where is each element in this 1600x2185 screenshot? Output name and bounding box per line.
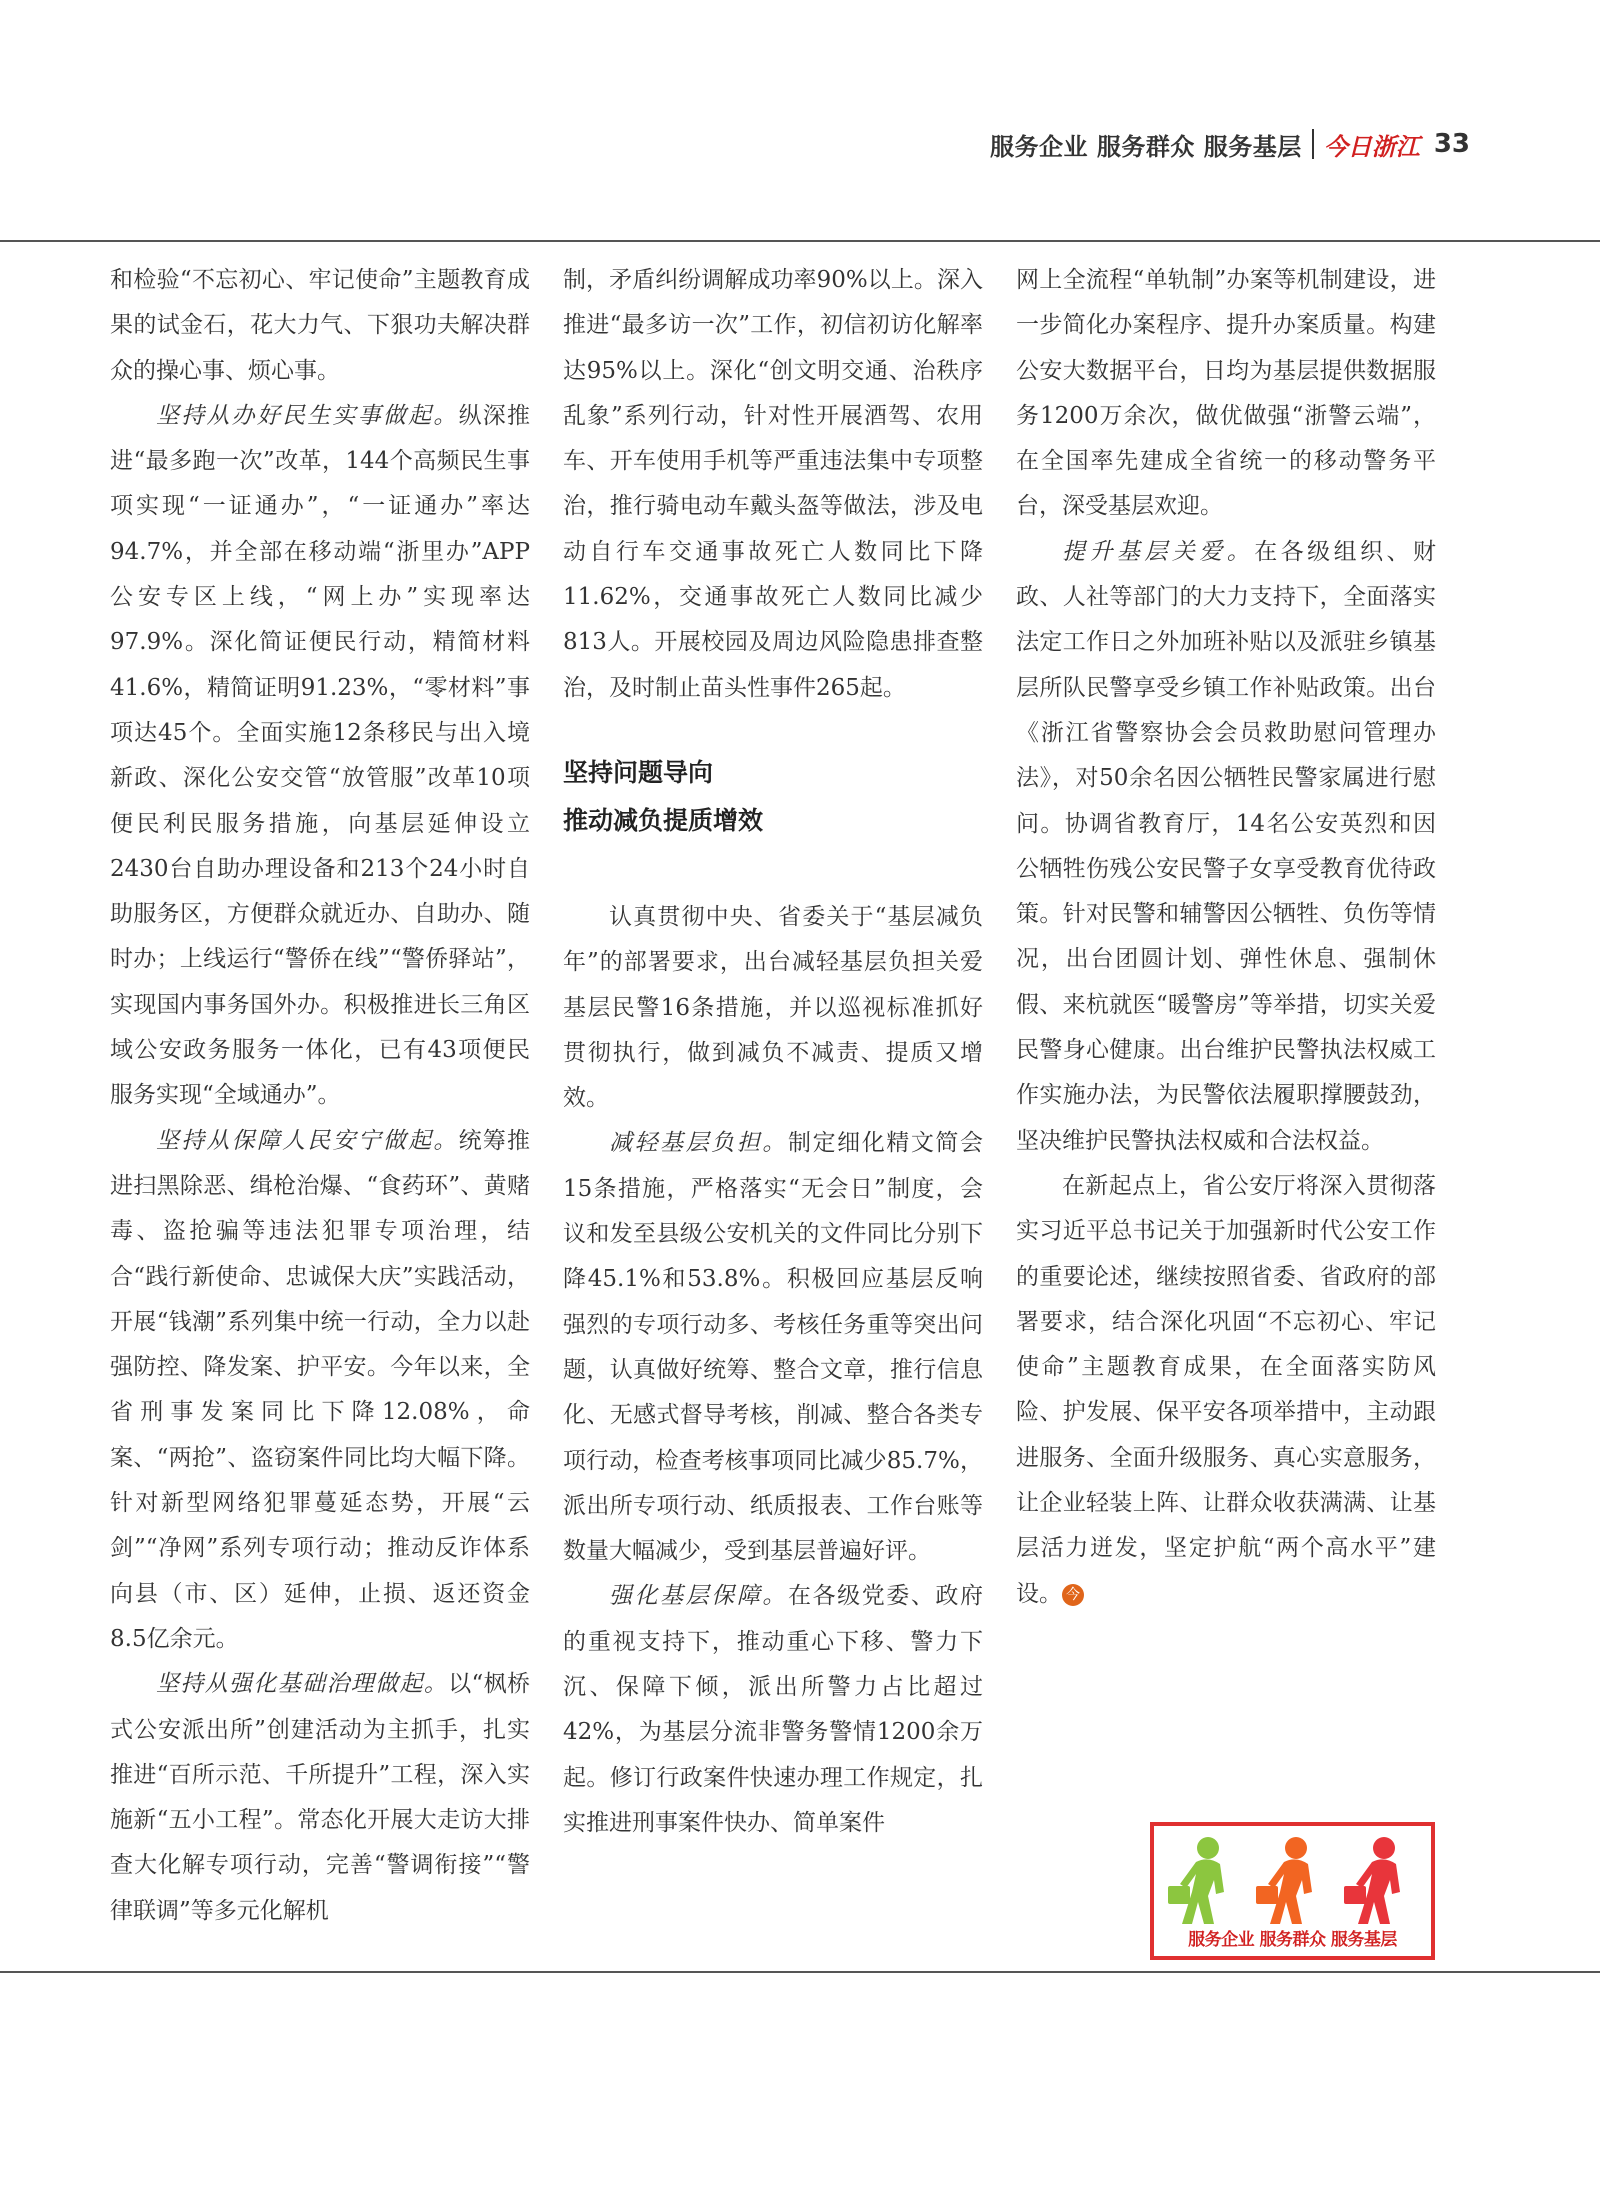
paragraph-lead: 提升基层关爱。 bbox=[1062, 538, 1255, 565]
paragraph: 网上全流程“单轨制”办案等机制建设，进一步简化办案程序、提升办案质量。构建公安大数据平台，日均为基层提供数据服务1200万余次，做优做强“浙警云端”，在全国率先建成全省统一的移动警务平台，深受基层欢迎。 bbox=[1016, 267, 1436, 520]
page-number: 33 bbox=[1433, 129, 1470, 159]
paragraph: 认真贯彻中央、省委关于“基层减负年”的部署要求，出台减轻基层负担关爱基层民警16条措施，并以巡视标准抓好贯彻执行，做到减负不减责、提质又增效。 bbox=[563, 903, 983, 1112]
paragraph: 坚持从保障人民安宁做起。统筹推进扫黑除恶、缉枪治爆、“食药环”、黄赌毒、盗抢骗等违法犯罪专项治理，结合“践行新使命、忠诚保大庆”实践活动，开展“钱潮”系列集中统一行动，全力以赴强防控、降发案、护平安。今年以来，全省刑事发案同比下降12.08%，命案、“两抢”、盗窃案件同比均大幅下降。针对新型网络犯罪蔓延态势，开展“云剑”“净网”系列专项行动；推动反诈体系向县（市、区）延伸，止损、返还资金8.5亿余元。 bbox=[110, 1127, 531, 1652]
paragraph-lead: 强化基层保障。 bbox=[609, 1583, 788, 1610]
paragraph: 强化基层保障。在各级党委、政府的重视支持下，推动重心下移、警力下沉、保障下倾，派出所警力占比超过42%，为基层分流非警务警情1200余万起。修订行政案件快速办理工作规定，扎实推进刑事案件快办、简单案件 bbox=[563, 1583, 984, 1836]
paragraph-lead: 坚持从办好民生实事做起。 bbox=[156, 402, 459, 429]
bottom-rule bbox=[0, 1971, 1600, 1973]
column-1 bbox=[110, 258, 530, 1934]
figure-orange-icon bbox=[1256, 1837, 1312, 1924]
paragraph-lead: 坚持从保障人民安宁做起。 bbox=[156, 1127, 459, 1154]
magazine-brand-logo: 今日浙江 bbox=[1323, 132, 1420, 161]
header-divider bbox=[1312, 129, 1314, 159]
paragraph: 和检验“不忘初心、牢记使命”主题教育成果的试金石，花大力气、下狠功夫解决群众的操心事、烦心事。 bbox=[110, 267, 530, 384]
paragraph: 提升基层关爱。在各级组织、财政、人社等部门的大力支持下，全面落实法定工作日之外加班补贴以及派驻乡镇基层所队民警享受乡镇工作补贴政策。出台《浙江省警察协会会员救助慰问管理办法》，对50余名因公牺牲民警家属进行慰问。协调省教育厅，14名公安英烈和因公牺牲伤残公安民警子女享受教育优待政策。针对民警和辅警因公牺牲、负伤等情况，出台团圆计划、弹性休息、强制休假、来杭就医“暖警房”等举措，切实关爱民警身心健康。出台维护民警执法权威工作实施办法，为民警依法履职撑腰鼓劲，坚决维护民警执法权威和合法权益。 bbox=[1016, 538, 1437, 1154]
paragraph: 制，矛盾纠纷调解成功率90%以上。深入推进“最多访一次”工作，初信初访化解率达95%以上。深化“创文明交通、治秩序乱象”系列行动，针对性开展酒驾、农用车、开车使用手机等严重违法集中专项整治，推行骑电动车戴头盔等做法，涉及电动自行车交通事故死亡人数同比下降11.62%，交通事故死亡人数同比减少813人。开展校园及周边风险隐患排查整治，及时制止苗头性事件265起。 bbox=[563, 267, 983, 701]
figure-green-icon bbox=[1168, 1837, 1224, 1924]
paragraph: 坚持从强化基础治理做起。以“枫桥式公安派出所”创建活动为主抓手，扎实推进“百所示范、千所提升”工程，深入实施新“五小工程”。常态化开展大走访大排查大化解专项行动，完善“警调衔接”“警律联调”等多元化解机 bbox=[110, 1671, 530, 1924]
section-title: 坚持问题导向 推动减负提质增效 bbox=[563, 757, 764, 835]
paragraph: 坚持从办好民生实事做起。纵深推进“最多跑一次”改革，144个高频民生事项实现“一证通办”，“一证通办”率达94.7%，并全部在移动端“浙里办”APP公安专区上线，“网上办”实现率达97.9%。深化简证便民行动，精简材料41.6%，精简证明91.23%，“零材料”事项达45个。全面实施12条移民与出入境新政、深化公安交管“放管服”改革10项便民利民服务措施，向基层延伸设立2430台自助办理设备和213个24小时自助服务区，方便群众就近办、自助办、随时办；上线运行“警侨在线”“警侨驿站”，实现国内事务国外办。积极推进长三角区域公安政务服务一体化，已有43项便民服务实现“全域通办”。 bbox=[110, 402, 531, 1109]
paragraph-lead: 减轻基层负担。 bbox=[609, 1130, 788, 1157]
page-header bbox=[990, 124, 1470, 164]
column-2 bbox=[563, 258, 983, 1846]
logo-caption: 服务企业 服务群众 服务基层 bbox=[1188, 1930, 1397, 1950]
service-logo-box bbox=[1150, 1822, 1435, 1960]
column-3 bbox=[1016, 258, 1436, 1617]
paragraph: 减轻基层负担。制定细化精文简会15条措施，严格落实“无会日”制度，会议和发至县级公安机关的文件同比分别下降45.1%和53.8%。积极回应基层反响强烈的专项行动多、考核任务重等突出问题，认真做好统筹、整合文章，推行信息化、无感式督导考核，削减、整合各类专项行动，检查考核事项同比减少85.7%，派出所专项行动、纸质报表、工作台账等数量大幅减少，受到基层普遍好评。 bbox=[563, 1130, 984, 1565]
top-rule bbox=[0, 240, 1600, 242]
walking-figures-icon bbox=[1162, 1830, 1424, 1928]
paragraph: 在新起点上，省公安厅将深入贯彻落实习近平总书记关于加强新时代公安工作的重要论述，继续按照省委、省政府的部署要求，结合深化巩固“不忘初心、牢记使命”主题教育成果，在全面落实防风险、护发展、保平安各项举措中，主动跟进服务、全面升级服务、真心实意服务，让企业轻装上阵、让群众收获满满、让基层活力迸发，坚定护航“两个高水平”建设。 今 bbox=[1016, 1172, 1436, 1607]
header-tagline: 服务企业 服务群众 服务基层 bbox=[990, 132, 1302, 161]
end-mark-icon: 今 bbox=[1062, 1584, 1084, 1606]
paragraph-lead: 坚持从强化基础治理做起。 bbox=[156, 1671, 449, 1698]
figure-red-icon bbox=[1344, 1837, 1400, 1924]
